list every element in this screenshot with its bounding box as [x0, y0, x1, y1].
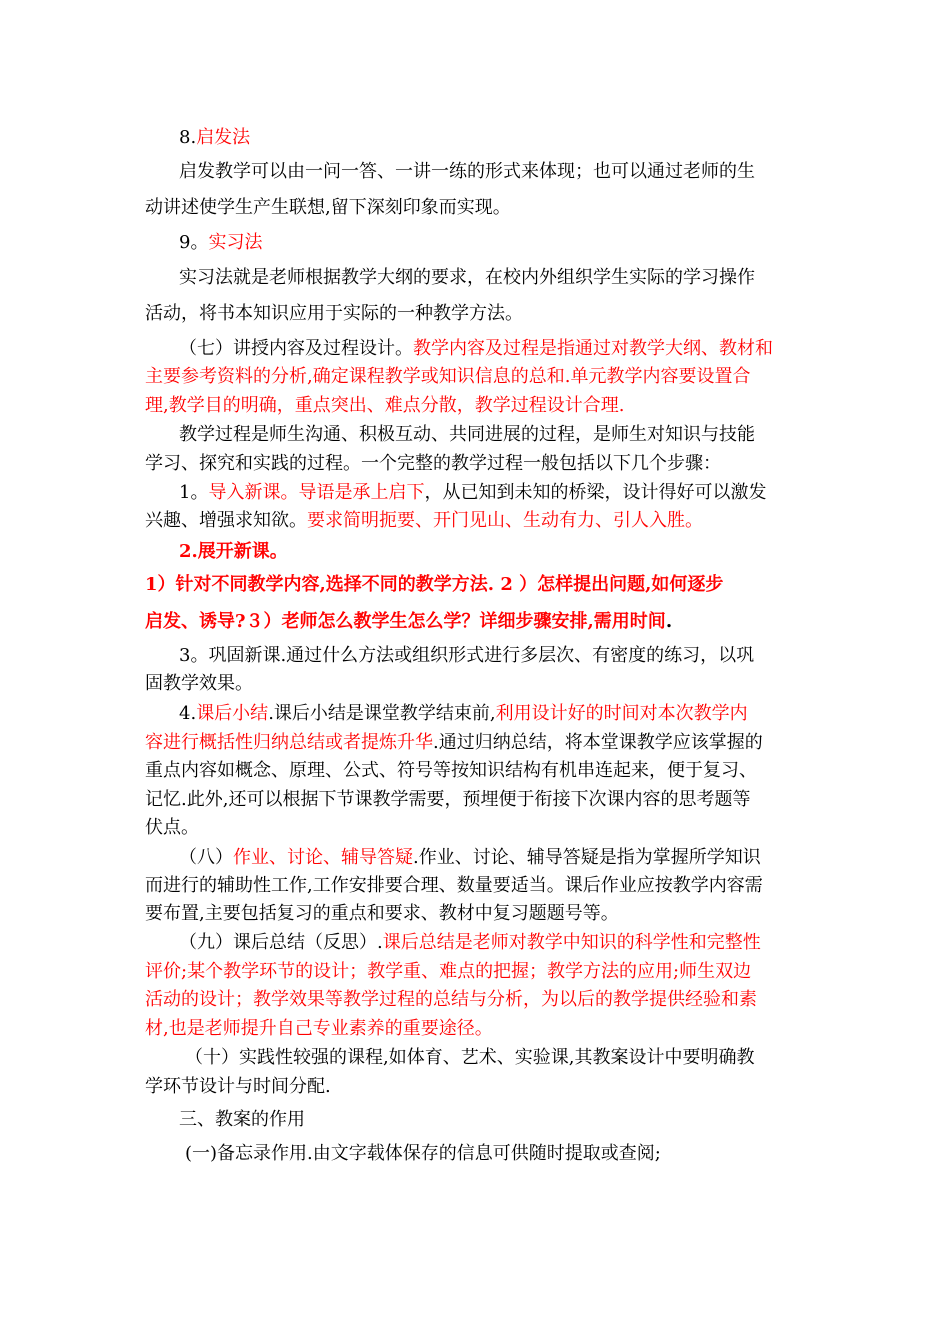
body-text: 伏点。 — [145, 817, 199, 838]
body-text: 教学过程是师生沟通、积极互动、共同进展的过程，是师生对知识与技能 — [179, 424, 755, 445]
text-line — [145, 1018, 493, 1040]
text-line — [179, 424, 755, 446]
body-text: 三、教案的作用 — [179, 1109, 305, 1130]
body-text: 实习法就是老师根据教学大纲的要求，在校内外组织学生实际的学习操作 — [179, 267, 755, 288]
text-line — [179, 127, 250, 149]
text-line — [145, 817, 199, 839]
highlighted-text: 实习法 — [208, 232, 263, 253]
body-text: 动讲述使学生产生联想,留下深刻印象而实现。 — [145, 197, 511, 218]
text-line — [145, 1076, 331, 1098]
text-line — [145, 611, 672, 633]
text-line — [179, 645, 754, 667]
highlighted-text: 容进行概括性归纳总结或者提炼升华 — [145, 732, 433, 753]
text-line — [179, 267, 755, 289]
body-text: 4. — [179, 703, 197, 724]
body-text: .课后小结是课堂教学结束前, — [268, 703, 496, 724]
body-text: 3。巩固新课.通过什么方法或组织形式进行多层次、有密度的练习，以巩 — [179, 645, 755, 666]
text-line — [145, 989, 757, 1011]
text-line — [179, 847, 761, 869]
text-line — [179, 1109, 305, 1131]
body-text: 兴趣、增强求知欲。 — [145, 510, 307, 531]
body-text: （九）课后总结（反思）. — [179, 932, 383, 953]
highlighted-text: 教学内容及过程是指通过对教学大纲、教材和 — [413, 338, 773, 359]
body-text: 9。 — [179, 232, 209, 253]
highlighted-text: 理,教学目的明确，重点突出、难点分散，教学过程设计合理. — [145, 395, 625, 416]
text-line — [145, 303, 523, 325]
body-text: 活动，将书本知识应用于实际的一种教学方法。 — [145, 303, 523, 324]
highlighted-text: 启发、诱导?３）老师怎么教学生怎么学？详细步骤安排,需用时间 — [145, 611, 666, 632]
highlighted-text: 利用设计好的时间对本次教学内 — [495, 703, 748, 724]
body-text: （八） — [179, 847, 233, 868]
highlighted-text: 评价;某个教学环节的设计；教学重、难点的把握；教学方法的应用;师生双边 — [145, 961, 752, 982]
body-text: . — [665, 611, 673, 632]
text-line — [179, 232, 262, 254]
body-text: 重点内容如概念、原理、公式、符号等按知识结构有机串连起来，便于复习、 — [145, 760, 757, 781]
text-line — [179, 703, 748, 725]
highlighted-text: 课后总结是老师对教学中知识的科学性和完整性 — [382, 932, 761, 953]
text-line — [179, 482, 766, 504]
text-line — [145, 453, 721, 475]
text-line — [145, 789, 750, 811]
body-text: 固教学效果。 — [145, 673, 253, 694]
text-line — [145, 574, 723, 596]
highlighted-text: 主要参考资料的分析,确定课程教学或知识信息的总和.单元教学内容要设置合 — [145, 366, 751, 387]
text-line — [179, 161, 755, 183]
text-line — [185, 1143, 661, 1165]
body-text: (一)备忘录作用.由文字载体保存的信息可供随时提取或查阅; — [185, 1143, 661, 1164]
body-text: 要布置,主要包括复习的重点和要求、教材中复习题题号等。 — [145, 903, 619, 924]
text-line — [179, 541, 288, 563]
body-text: .通过归纳总结，将本堂课教学应该掌握的 — [433, 732, 763, 753]
highlighted-text: 课后小结 — [196, 703, 269, 724]
body-text: 8. — [179, 127, 197, 148]
body-text: ，从已知到未知的桥梁，设计得好可以激发 — [424, 482, 767, 503]
highlighted-text: 材,也是老师提升自己专业素养的重要途径。 — [145, 1018, 493, 1039]
body-text: .作业、讨论、辅导答疑是指为掌握所学知识 — [413, 847, 761, 868]
highlighted-text: 2.展开新课。 — [179, 541, 288, 562]
highlighted-text: 作业、讨论、辅导答疑 — [233, 847, 413, 868]
highlighted-text: 1）针对不同教学内容,选择不同的教学方法. 2 ）怎样提出问题,如何逐步 — [145, 574, 724, 595]
text-line — [145, 732, 763, 754]
body-text: 记忆.此外,还可以根据下节课教学需要，预埋便于衔接下次课内容的思考题等 — [145, 789, 751, 810]
highlighted-text: 要求简明扼要、开门见山、生动有力、引人入胜。 — [307, 510, 703, 531]
text-line — [179, 338, 773, 360]
text-line — [145, 673, 253, 695]
body-text: 1。 — [179, 482, 209, 503]
text-line — [145, 395, 624, 417]
body-text: 学习、探究和实践的过程。一个完整的教学过程一般包括以下几个步骤： — [145, 453, 721, 474]
text-line — [145, 510, 703, 532]
body-text: 而进行的辅助性工作,工作安排要合理、数量要适当。课后作业应按教学内容需 — [145, 875, 763, 896]
body-text: 学环节设计与时间分配. — [145, 1076, 331, 1097]
highlighted-text: 导入新课。导语是承上启下 — [208, 482, 425, 503]
text-line — [145, 903, 619, 925]
text-line — [145, 760, 757, 782]
text-line — [145, 961, 751, 983]
body-text: 启发教学可以由一问一答、一讲一练的形式来体现；也可以通过老师的生 — [179, 161, 755, 182]
text-line — [185, 1047, 754, 1069]
highlighted-text: 活动的设计；教学效果等教学过程的总结与分析，为以后的教学提供经验和素 — [145, 989, 757, 1010]
text-line — [179, 932, 761, 954]
body-text: （十）实践性较强的课程,如体育、艺术、实验课,其教案设计中要明确教 — [185, 1047, 755, 1068]
text-line — [145, 875, 763, 897]
body-text: （七）讲授内容及过程设计。 — [179, 338, 413, 359]
text-line — [145, 197, 511, 219]
highlighted-text: 启发法 — [196, 127, 251, 148]
text-line — [145, 366, 750, 388]
